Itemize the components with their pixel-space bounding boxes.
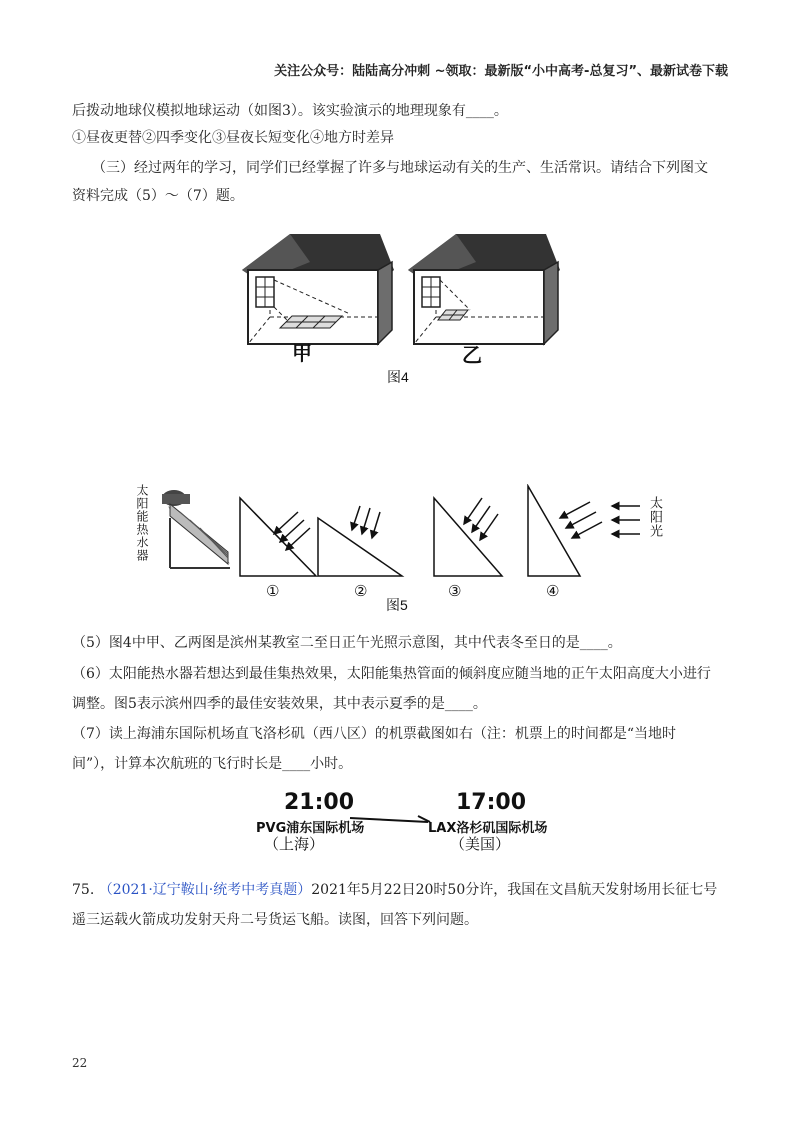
- departure-airport: PVG浦东国际机场: [256, 821, 365, 836]
- tilt-triangle-3: [434, 498, 502, 576]
- arrival-time: 17:00: [456, 790, 527, 815]
- tilt-triangle-4: [528, 486, 580, 576]
- label-yi: 乙: [462, 345, 482, 367]
- options-line: ①昼夜更替②四季变化③昼夜长短变化④地方时差异: [72, 130, 394, 146]
- number-1: ①: [266, 582, 280, 600]
- question-5: （5）图4中甲、乙两图是滨州某教室二至日正午光照示意图，其中代表冬至日的是____。: [72, 635, 622, 651]
- sunlight-label: 太阳光: [647, 496, 662, 538]
- house-yi: [408, 234, 560, 344]
- heater-label: 太阳能热水器: [135, 484, 149, 562]
- tilt-triangle-1: [240, 498, 316, 576]
- arrival-city: （美国）: [450, 835, 511, 853]
- label-jia: 甲: [292, 343, 312, 365]
- question-6-cont: 调整。图5表示滨州四季的最佳安装效果，其中表示夏季的是____。: [72, 696, 487, 712]
- question-source: （2021·辽宁鞍山·统考中考真题）: [98, 882, 312, 898]
- question-7: （7）读上海浦东国际机场直飞洛杉矶（西八区）的机票截图如右（注：机票上的时间都是“当地时: [72, 726, 677, 742]
- figure-4: [230, 222, 570, 392]
- departure-city: （上海）: [264, 835, 325, 853]
- section-intro: （三）经过两年的学习，同学们已经掌握了许多与地球运动有关的生产、生活常识。请结合下列图文: [92, 160, 708, 176]
- tilt-triangle-2: [318, 518, 402, 576]
- page-number: 22: [72, 1056, 88, 1070]
- question-7-cont: 间”），计算本次航班的飞行时长是____小时。: [72, 756, 353, 772]
- question-number: 75.: [72, 882, 95, 898]
- number-3: ③: [448, 582, 462, 600]
- figure-4-caption: 图4: [387, 369, 409, 385]
- solar-heater-icon: [162, 490, 230, 568]
- house-jia: [242, 234, 394, 344]
- number-4: ④: [546, 582, 560, 600]
- question-6: （6）太阳能热水器若想达到最佳集热效果，太阳能集热管面的倾斜度应随当地的正午太阳高度大小进行: [72, 666, 711, 682]
- flight-arrow: [348, 808, 438, 828]
- departure-time: 21:00: [284, 790, 355, 815]
- number-2: ②: [354, 582, 368, 600]
- paragraph-fig3: 后拨动地球仪模拟地球运动（如图3）。该实验演示的地理现象有____。: [72, 103, 508, 119]
- question-75-cont: 遥三运载火箭成功发射天舟二号货运飞船。读图，回答下列问题。: [72, 912, 478, 928]
- arrival-airport: LAX洛杉矶国际机场: [428, 821, 548, 836]
- figure-5: [150, 484, 650, 614]
- question-75: [72, 880, 717, 900]
- page-header: 关注公众号：陆陆高分冲刺 ~领取：最新版“小中高考-总复习”、最新试卷下载: [274, 64, 728, 79]
- section-intro-cont: 资料完成（5）～（7）题。: [72, 188, 244, 204]
- figure-5-caption: 图5: [386, 597, 408, 613]
- question-75-text: 2021年5月22日20时50分许，我国在文昌航天发射场用长征七号: [311, 882, 718, 898]
